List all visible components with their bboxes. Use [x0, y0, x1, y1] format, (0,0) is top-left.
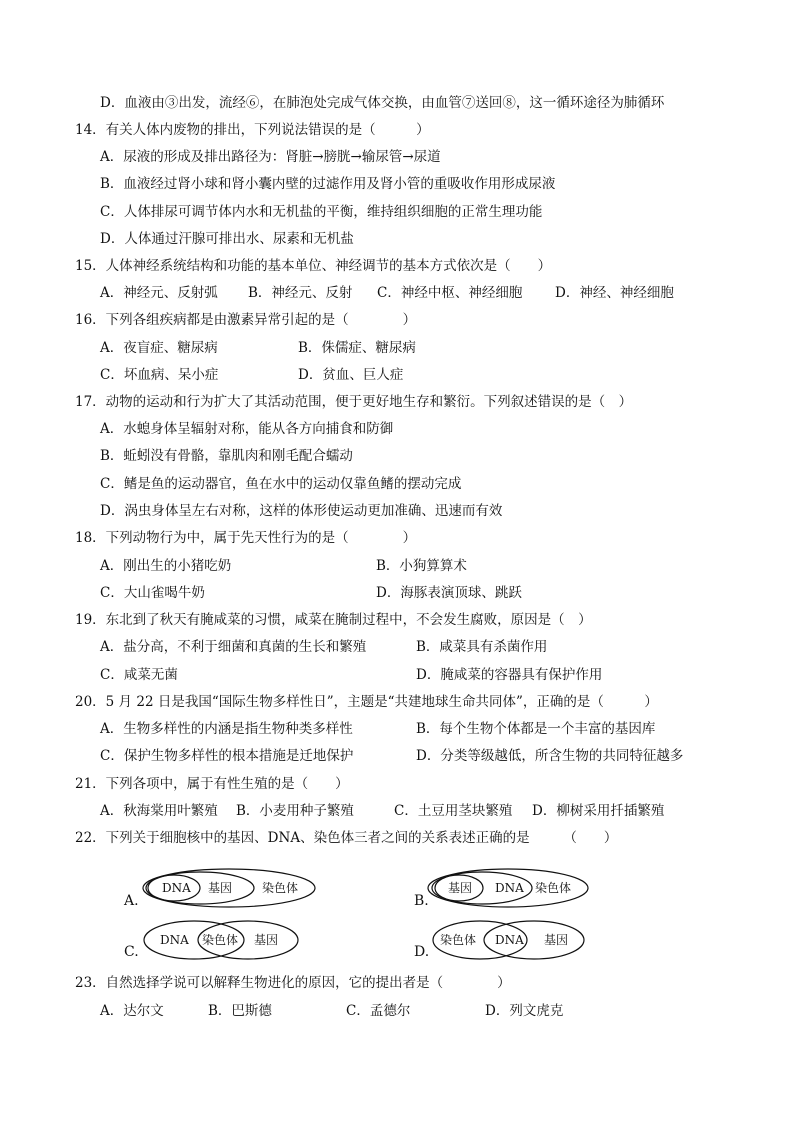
venn-b-middle-text: DNA	[495, 881, 524, 895]
q21-option-a: A．秋海棠用叶繁殖	[100, 803, 218, 819]
venn-d-left-text: 染色体	[440, 933, 477, 947]
q20-option-c: C．保护生物多样性的根本措施是迁地保护	[100, 748, 354, 764]
q21-option-b: B．小麦用种子繁殖	[236, 803, 354, 819]
q18-option-c: C．大山雀喝牛奶	[100, 585, 205, 601]
q22-stem: 22．下列关于细胞核中的基因、DNA、染色体三者之间的关系表述正确的是 （ ）	[75, 830, 618, 846]
q19-option-c: C．咸菜无菌	[100, 667, 178, 683]
q18-stem: 18．下列动物行为中，属于先天性行为的是（ ）	[75, 530, 417, 546]
q23-option-a: A．达尔文	[100, 1003, 164, 1019]
q14-stem: 14．有关人体内废物的排出，下列说法错误的是（ ）	[75, 122, 430, 138]
q21-option-c: C．土豆用茎块繁殖	[394, 803, 513, 819]
q18-option-a: A．刚出生的小猪吃奶	[100, 558, 232, 574]
q15-stem: 15．人体神经系统结构和功能的基本单位、神经调节的基本方式依次是（ ）	[75, 258, 552, 274]
venn-d-label: D.	[414, 944, 430, 960]
q21-option-d: D．柳树采用扦插繁殖	[532, 803, 665, 819]
q15-option-a: A．神经元、反射弧	[100, 285, 218, 301]
q14-option-d: D．人体通过汗腺可排出水、尿素和无机盐	[100, 231, 354, 247]
q20-option-b: B．每个生物个体都是一个丰富的基因库	[416, 721, 656, 737]
q15-option-c: C．神经中枢、神经细胞	[377, 285, 523, 301]
q16-option-a: A．夜盲症、糖尿病	[100, 340, 218, 356]
q23-option-b: B．巴斯德	[208, 1003, 272, 1019]
venn-a-label: A.	[124, 893, 139, 909]
venn-a-middle-text: 基因	[208, 881, 233, 895]
q15-option-d: D．神经、神经细胞	[555, 285, 674, 301]
venn-b-outer-text: 染色体	[535, 881, 572, 895]
q19-stem: 19．东北到了秋天有腌咸菜的习惯，咸菜在腌制过程中，不会发生腐败，原因是（ ）	[75, 612, 592, 628]
q16-stem: 16．下列各组疾病都是由激素异常引起的是（ ）	[75, 312, 417, 328]
q19-option-b: B．咸菜具有杀菌作用	[416, 639, 548, 655]
venn-b-inner-text: 基因	[448, 881, 473, 895]
venn-c-left-text: DNA	[160, 933, 189, 947]
q18-option-d: D．海豚表演顶球、跳跃	[376, 585, 522, 601]
q23-option-c: C．孟德尔	[346, 1003, 411, 1019]
q19-option-a: A．盐分高，不利于细菌和真菌的生长和繁殖	[100, 639, 367, 655]
q23-option-d: D．列文虎克	[485, 1003, 564, 1019]
q20-option-a: A．生物多样性的内涵是指生物种类多样性	[100, 721, 353, 737]
q17-stem: 17．动物的运动和行为扩大了其活动范围，便于更好地生存和繁衍。下列叙述错误的是（ ）	[75, 394, 633, 410]
q13-option-d: D．血液由③出发，流经⑥，在肺泡处完成气体交换，由血管⑦送回⑧，这一循环途径为肺循环	[100, 95, 665, 111]
q18-option-b: B．小狗算算术	[376, 558, 467, 574]
q15-option-b: B．神经元、反射	[248, 285, 353, 301]
venn-diagram-d	[408, 918, 598, 968]
q17-option-c: C．鳍是鱼的运动器官，鱼在水中的运动仅靠鱼鳍的摆动完成	[100, 476, 462, 492]
venn-d-right-text: 基因	[544, 933, 569, 947]
venn-diagram-a	[118, 866, 338, 916]
venn-c-right-text: 基因	[254, 933, 279, 947]
q16-option-b: B．侏儒症、糖尿病	[298, 340, 416, 356]
venn-a-outer-text: 染色体	[262, 881, 299, 895]
q17-option-b: B．蚯蚓没有骨骼，靠肌肉和刚毛配合蠕动	[100, 448, 353, 464]
q14-option-a: A．尿液的形成及排出路径为：肾脏→膀胱→输尿管→尿道	[100, 149, 441, 165]
q23-stem: 23．自然选择学说可以解释生物进化的原因，它的提出者是（ ）	[75, 975, 511, 991]
q17-option-a: A．水螅身体呈辐射对称，能从各方向捕食和防御	[100, 421, 394, 437]
venn-diagram-c	[118, 918, 318, 968]
q21-stem: 21．下列各项中，属于有性生殖的是（ ）	[75, 776, 349, 792]
q19-option-d: D．腌咸菜的容器具有保护作用	[416, 667, 603, 683]
q14-option-c: C．人体排尿可调节体内水和无机盐的平衡，维持组织细胞的正常生理功能	[100, 204, 543, 220]
venn-c-label: C.	[124, 944, 139, 960]
q14-option-b: B．血液经过肾小球和肾小囊内壁的过滤作用及肾小管的重吸收作用形成尿液	[100, 176, 556, 192]
venn-b-label: B.	[414, 893, 429, 909]
q16-option-d: D．贫血、巨人症	[298, 367, 404, 383]
venn-diagram-b	[408, 866, 628, 916]
q16-option-c: C．坏血病、呆小症	[100, 367, 219, 383]
q20-stem: 20．5 月 22 日是我国“国际生物多样性日”，主题是“共建地球生命共同体”，正确的是（ ）	[75, 694, 658, 710]
venn-d-overlap-text: DNA	[495, 933, 524, 947]
venn-c-overlap-text: 染色体	[202, 933, 239, 947]
q20-option-d: D．分类等级越低，所含生物的共同特征越多	[416, 748, 684, 764]
venn-a-inner-text: DNA	[162, 881, 191, 895]
q17-option-d: D．涡虫身体呈左右对称，这样的体形使运动更加准确、迅速而有效	[100, 503, 503, 519]
